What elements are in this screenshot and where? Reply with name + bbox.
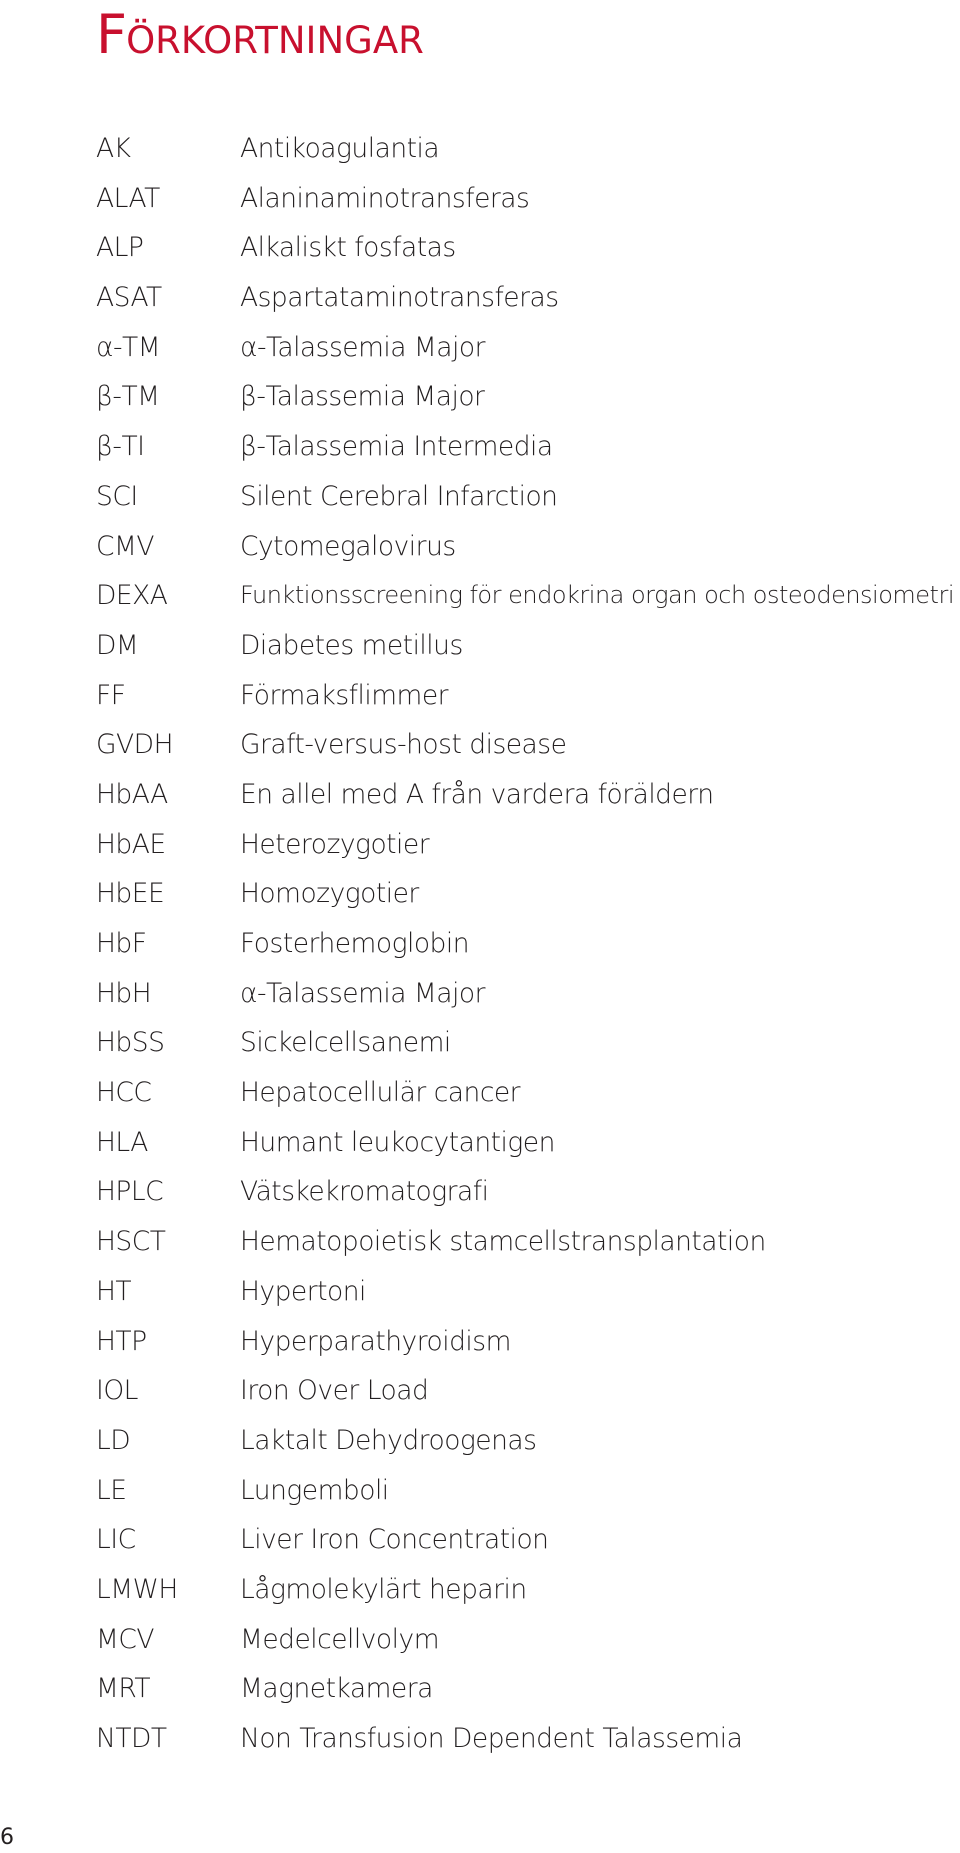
abbreviation-term: HLA xyxy=(96,1126,148,1158)
abbreviation-meaning: Fosterhemoglobin xyxy=(240,928,470,959)
abbreviation-row xyxy=(0,1018,960,1068)
abbreviation-meaning: Diabetes metillus xyxy=(240,629,463,661)
abbreviation-term: LD xyxy=(96,1424,131,1456)
page-title-rest: ÖRKORTNINGAR xyxy=(126,19,424,62)
abbreviation-row xyxy=(0,1068,960,1118)
abbreviation-term: MCV xyxy=(96,1623,154,1655)
abbreviation-term: HbSS xyxy=(96,1027,165,1059)
abbreviation-meaning: Homozygotier xyxy=(240,878,419,910)
abbreviation-meaning: Funktionsscreening för endokrina organ och osteodensiometri xyxy=(240,581,954,610)
abbreviation-term: FF xyxy=(96,679,126,711)
abbreviation-row xyxy=(0,1615,960,1665)
abbreviation-meaning: β-Talassemia Major xyxy=(240,381,485,413)
abbreviation-meaning: Lungemboli xyxy=(240,1474,389,1506)
abbreviation-row xyxy=(0,1515,960,1565)
abbreviation-meaning: Förmaksflimmer xyxy=(240,679,449,711)
abbreviation-row xyxy=(0,522,960,572)
abbreviation-meaning: En allel med A från vardera föräldern xyxy=(240,778,714,810)
abbreviation-term: HTP xyxy=(96,1325,147,1357)
abbreviation-row xyxy=(0,1217,960,1267)
abbreviation-term: NTDT xyxy=(96,1723,167,1754)
abbreviation-term: HbH xyxy=(96,977,152,1009)
abbreviation-meaning: β-Talassemia Intermedia xyxy=(240,431,553,463)
abbreviation-row xyxy=(0,323,960,373)
abbreviation-term: AK xyxy=(96,133,131,164)
abbreviation-row xyxy=(0,1466,960,1516)
abbreviation-row xyxy=(0,1565,960,1615)
abbreviation-row xyxy=(0,1366,960,1416)
abbreviation-term: HbAE xyxy=(96,828,166,860)
abbreviation-meaning: Hypertoni xyxy=(240,1275,366,1307)
abbreviation-term: HT xyxy=(96,1275,132,1307)
abbreviation-meaning: Lågmolekylärt heparin xyxy=(240,1573,527,1605)
abbreviation-row xyxy=(0,124,960,174)
abbreviation-meaning: α-Talassemia Major xyxy=(240,977,486,1009)
abbreviation-row xyxy=(0,969,960,1019)
abbreviation-row xyxy=(0,1167,960,1217)
abbreviation-row xyxy=(0,1118,960,1168)
abbreviation-term: LIC xyxy=(96,1524,136,1556)
abbreviation-row xyxy=(0,919,960,969)
abbreviation-meaning: Heterozygotier xyxy=(240,828,430,860)
abbreviation-row xyxy=(0,422,960,472)
abbreviation-row xyxy=(0,1664,960,1714)
abbreviation-meaning: Silent Cerebral Infarction xyxy=(240,480,558,512)
abbreviation-meaning: Cytomegalovirus xyxy=(240,530,456,562)
abbreviation-meaning: Alaninaminotransferas xyxy=(240,182,530,214)
abbreviation-row xyxy=(0,273,960,323)
abbreviation-term: IOL xyxy=(96,1375,138,1407)
abbreviation-row xyxy=(0,571,960,621)
abbreviation-meaning: Magnetkamera xyxy=(240,1673,433,1705)
abbreviation-meaning: Vätskekromatografi xyxy=(240,1176,489,1208)
abbreviation-meaning: Humant leukocytantigen xyxy=(240,1126,555,1158)
abbreviation-meaning: Liver Iron Concentration xyxy=(240,1524,549,1556)
abbreviation-meaning: Aspartataminotransferas xyxy=(240,282,559,314)
abbreviation-row xyxy=(0,174,960,224)
abbreviation-row xyxy=(0,223,960,273)
abbreviation-row xyxy=(0,671,960,721)
abbreviation-term: ALP xyxy=(96,232,144,264)
abbreviation-row xyxy=(0,770,960,820)
abbreviation-term: HbF xyxy=(96,928,147,959)
abbreviation-meaning: Non Transfusion Dependent Talassemia xyxy=(240,1723,743,1754)
abbreviation-meaning: Graft-versus-host disease xyxy=(240,729,567,761)
abbreviation-row xyxy=(0,1416,960,1466)
abbreviation-row xyxy=(0,1714,960,1764)
abbreviation-meaning: Sickelcellsanemi xyxy=(240,1027,451,1059)
abbreviation-list xyxy=(0,124,960,1764)
abbreviation-meaning: Antikoagulantia xyxy=(240,133,440,164)
abbreviation-term: SCI xyxy=(96,480,138,512)
abbreviation-term: HbAA xyxy=(96,778,168,810)
page-title xyxy=(96,4,424,72)
abbreviation-term: HCC xyxy=(96,1077,152,1109)
abbreviation-term: ALAT xyxy=(96,182,160,214)
abbreviation-term: α-TM xyxy=(96,331,161,363)
abbreviation-term: MRT xyxy=(96,1673,151,1705)
abbreviation-term: HbEE xyxy=(96,878,165,910)
abbreviation-row xyxy=(0,1317,960,1367)
abbreviation-row xyxy=(0,720,960,770)
abbreviation-term: DEXA xyxy=(96,580,168,612)
abbreviation-meaning: Laktalt Dehydroogenas xyxy=(240,1424,537,1456)
abbreviation-term: DM xyxy=(96,629,139,661)
abbreviation-row xyxy=(0,621,960,671)
abbreviation-term: LMWH xyxy=(96,1573,178,1605)
abbreviation-row xyxy=(0,820,960,870)
page-title-initial: F xyxy=(96,3,127,66)
abbreviation-meaning: Hyperparathyroidism xyxy=(240,1325,511,1357)
abbreviation-meaning: Iron Over Load xyxy=(240,1375,429,1407)
abbreviation-row xyxy=(0,1267,960,1317)
abbreviation-row xyxy=(0,472,960,522)
abbreviation-meaning: Alkaliskt fosfatas xyxy=(240,232,456,264)
abbreviation-term: β-TM xyxy=(96,381,160,413)
abbreviation-meaning: Hematopoietisk stamcellstransplantation xyxy=(240,1226,766,1258)
abbreviation-term: GVDH xyxy=(96,729,173,761)
abbreviation-meaning: Medelcellvolym xyxy=(240,1623,440,1655)
abbreviation-term: HSCT xyxy=(96,1226,166,1258)
abbreviation-term: HPLC xyxy=(96,1176,164,1208)
abbreviation-term: β-TI xyxy=(96,431,145,463)
abbreviation-term: LE xyxy=(96,1474,127,1506)
abbreviation-row xyxy=(0,869,960,919)
abbreviation-term: ASAT xyxy=(96,282,162,314)
abbreviation-row xyxy=(0,372,960,422)
page-number: 6 xyxy=(0,1825,14,1850)
abbreviation-meaning: α-Talassemia Major xyxy=(240,331,486,363)
abbreviation-meaning: Hepatocellulär cancer xyxy=(240,1077,521,1109)
abbreviation-term: CMV xyxy=(96,530,154,562)
